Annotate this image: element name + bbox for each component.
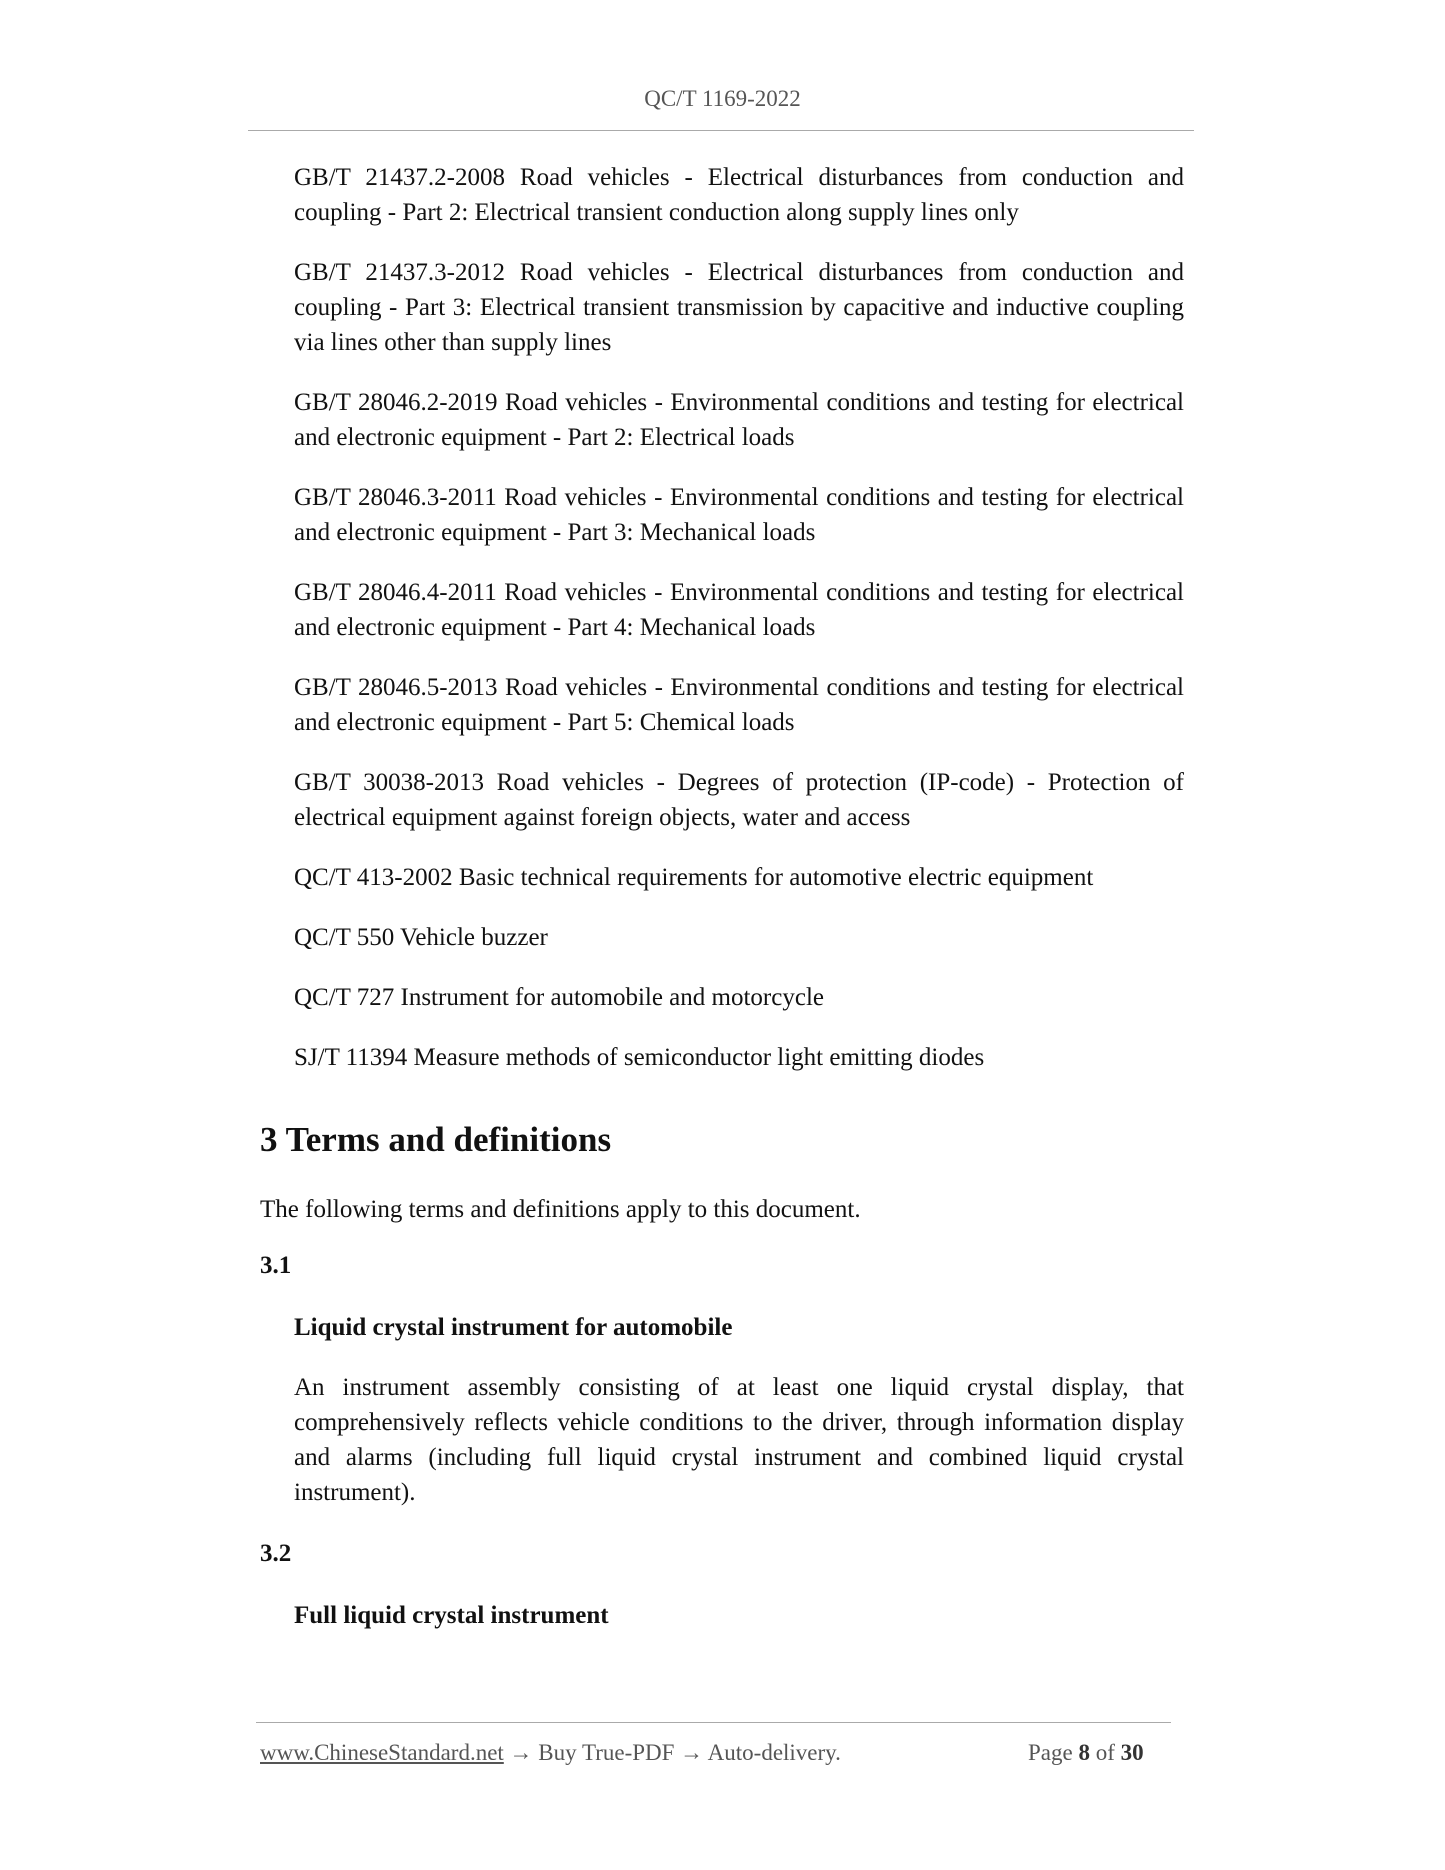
term-definition: An instrument assembly consisting of at least one liquid crystal display, that comprehensively reflects vehicle conditions to the driver, through information display and alarms (including full liquid crystal instrument and combined liquid crystal instrument). (294, 1374, 1184, 1506)
standard-code: QC/T 1169-2022 (644, 86, 801, 111)
reference-item: GB/T 30038-2013 Road vehicles - Degrees of protection (IP-code) - Protection of electrical equipment against foreign objects, water and access (294, 769, 1184, 831)
reference-item: QC/T 413-2002 Basic technical requirements for automotive electric equipment (294, 864, 1094, 891)
site-link[interactable]: www.ChineseStandard.net (260, 1740, 504, 1765)
page-current: 8 (1078, 1740, 1090, 1765)
page-number (1028, 1740, 1144, 1766)
clause-number: 3.1 (260, 1252, 292, 1279)
clause-number: 3.2 (260, 1540, 292, 1567)
reference-item: GB/T 28046.3-2011 Road vehicles - Environmental conditions and testing for electrical and electronic equipment - Part 3: Mechanical loads (294, 484, 1184, 546)
reference-item: SJ/T 11394 Measure methods of semiconductor light emitting diodes (294, 1044, 985, 1071)
reference-item: GB/T 28046.5-2013 Road vehicles - Environmental conditions and testing for electrical and electronic equipment - Part 5: Chemical loads (294, 674, 1184, 736)
footer-divider (256, 1722, 1171, 1723)
term-title: Liquid crystal instrument for automobile (294, 1314, 733, 1341)
page-body (258, 160, 1184, 1658)
page-prefix: Page (1028, 1740, 1073, 1765)
reference-item: GB/T 28046.4-2011 Road vehicles - Environmental conditions and testing for electrical and electronic equipment - Part 4: Mechanical loads (294, 579, 1184, 641)
promo-text: → Buy True-PDF → Auto-delivery. (503, 1740, 841, 1765)
section-intro: The following terms and definitions apply to this document. (260, 1196, 861, 1223)
reference-item: QC/T 550 Vehicle buzzer (294, 924, 548, 951)
page-header (0, 86, 1445, 112)
term-title: Full liquid crystal instrument (294, 1602, 609, 1629)
section-heading: 3 Terms and definitions (260, 1120, 612, 1159)
reference-item: GB/T 21437.3-2012 Road vehicles - Electrical disturbances from conduction and coupling - Part 3: Electrical transient transmission by capacitive and inductive coupling via lines other than supply lines (294, 259, 1184, 356)
footer-promo (260, 1740, 841, 1766)
reference-item: QC/T 727 Instrument for automobile and motorcycle (294, 984, 824, 1011)
header-divider (248, 130, 1194, 131)
page-of: of (1095, 1740, 1115, 1765)
reference-item: GB/T 28046.2-2019 Road vehicles - Environmental conditions and testing for electrical and electronic equipment - Part 2: Electrical loads (294, 389, 1184, 451)
page-total: 30 (1120, 1740, 1144, 1765)
reference-item: GB/T 21437.2-2008 Road vehicles - Electrical disturbances from conduction and coupling - Part 2: Electrical transient conduction along supply lines only (294, 164, 1184, 226)
